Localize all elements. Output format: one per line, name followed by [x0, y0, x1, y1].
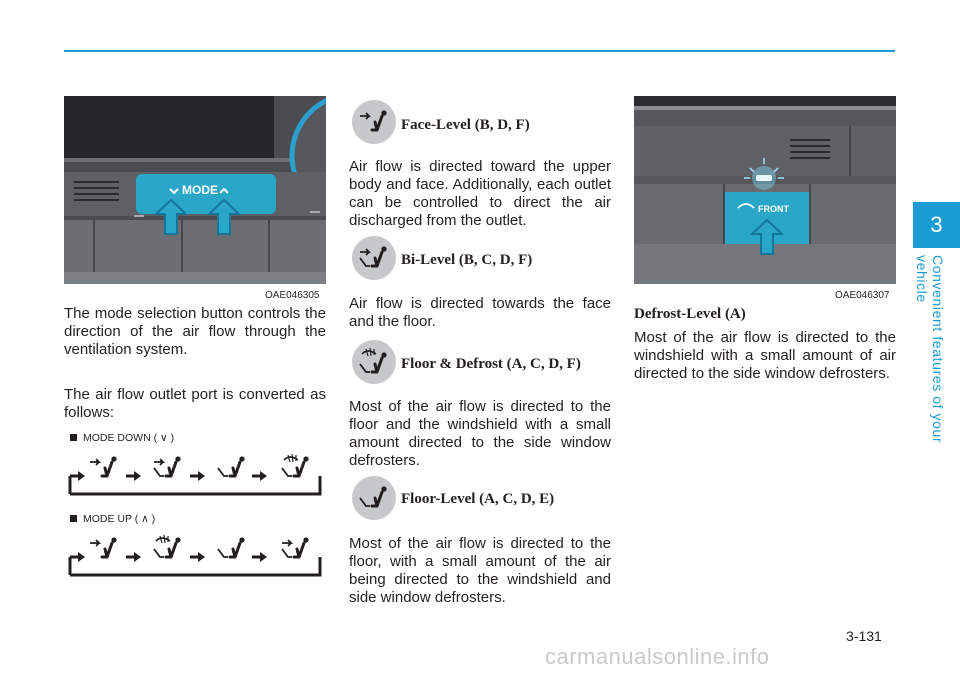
floor-level-icon: [352, 476, 396, 520]
page-number: 3-131: [846, 628, 882, 644]
defrost-level-title: Defrost-Level (A): [634, 306, 746, 322]
defrost-level-text: Most of the air flow is directed to the windshield with a small amount of air directed to the side window defrosters.: [634, 329, 896, 382]
outlet-intro-paragraph: The air flow outlet port is converted as follows:: [64, 386, 326, 421]
mode-up-label: MODE UP ( ∧ ): [70, 513, 155, 525]
mode-down-sequence: [64, 450, 326, 496]
mode-down-label: MODE DOWN ( ∨ ): [70, 432, 174, 444]
front-button-label: FRONT: [758, 204, 789, 214]
floor-defrost-text: Most of the air flow is directed to the floor and the windshield with a small amount directed to the side window defrosters.: [349, 398, 611, 469]
photo-code-right: OAE046307: [835, 290, 890, 301]
mode-button-photo: [64, 96, 326, 284]
mode-button-label: MODE: [182, 183, 218, 197]
mode-up-sequence: [64, 531, 326, 577]
floor-defrost-title: Floor & Defrost (A, C, D, F): [401, 356, 581, 372]
face-level-icon: [352, 100, 396, 144]
watermark: carmanualsonline.info: [545, 644, 770, 669]
defrost-button-photo: [634, 96, 896, 284]
chapter-tab: 3: [913, 202, 960, 248]
bi-level-icon: [352, 236, 396, 280]
mode-intro-paragraph: The mode selection button controls the direction of the air flow through the ventilation system.: [64, 305, 326, 358]
header-rule: [64, 50, 895, 52]
bi-level-title: Bi-Level (B, C, D, F): [401, 252, 533, 268]
floor-level-text: Most of the air flow is directed to the floor, with a small amount of the air being directed to the windshield and side window defrosters.: [349, 535, 611, 606]
floor-level-title: Floor-Level (A, C, D, E): [401, 491, 555, 507]
floor-defrost-icon: [352, 340, 396, 384]
chapter-title: Convenient features of your vehicle: [914, 255, 946, 444]
face-level-text: Air flow is directed toward the upper body and face. Additionally, each outlet can be controlled to direct the air discharged from the outlet.: [349, 158, 611, 229]
photo-code-left: OAE046305: [265, 290, 320, 301]
bi-level-text: Air flow is directed towards the face and the floor.: [349, 295, 611, 330]
face-level-title: Face-Level (B, D, F): [401, 117, 530, 133]
